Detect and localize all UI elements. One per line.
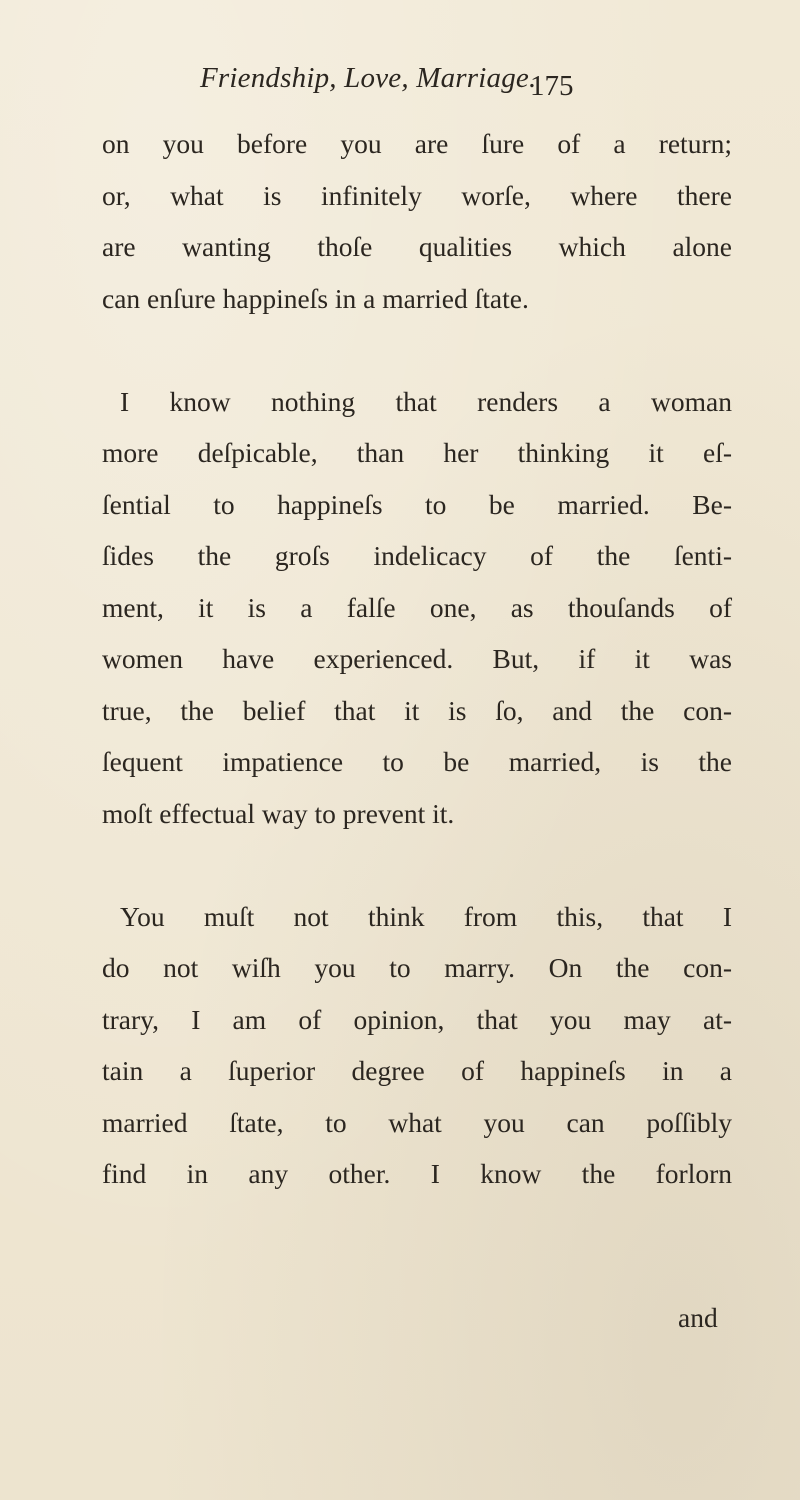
text-line: trary, I am of opinion, that you may at- (102, 1003, 732, 1035)
text-line: women have experienced. But, if it was (102, 643, 732, 674)
text-line: You muſt not think from this, that I (120, 900, 732, 932)
text-line: married ſtate, to what you can poſſibly (102, 1106, 732, 1138)
paragraph (102, 118, 732, 324)
catchword: and (678, 1302, 718, 1333)
paragraph (102, 376, 732, 840)
page-number: 175 (530, 70, 574, 102)
text-line: do not wiſh you to marry. On the con- (102, 952, 732, 983)
text-line: tain a ſuperior degree of happineſs in a (102, 1055, 732, 1086)
text-line: ſides the groſs indelicacy of the ſenti- (102, 540, 732, 571)
text-line: ſequent impatience to be married, is the (102, 746, 732, 777)
text-line: on you before you are ſure of a return; (102, 128, 732, 159)
text-line: moſt effectual way to prevent it. (102, 797, 455, 829)
paragraph (102, 891, 732, 1200)
text-line: ment, it is a falſe one, as thouſands of (102, 591, 732, 623)
body-text (102, 118, 732, 1200)
text-line: can enſure happineſs in a married ſtate. (102, 282, 529, 314)
running-head: Friendship, Love, Marriage. (200, 62, 537, 94)
text-line: I know nothing that renders a woman (120, 385, 732, 417)
text-line: ſential to happineſs to be married. Be- (102, 488, 732, 520)
text-line: find in any other. I know the forlorn (102, 1158, 732, 1189)
text-line: are wanting thoſe qualities which alone (102, 231, 732, 262)
page-header (200, 62, 580, 102)
text-line: true, the belief that it is ſo, and the con- (102, 694, 732, 726)
text-line: or, what is infinitely worſe, where there (102, 179, 732, 211)
text-line: more deſpicable, than her thinking it eſ- (102, 437, 732, 468)
